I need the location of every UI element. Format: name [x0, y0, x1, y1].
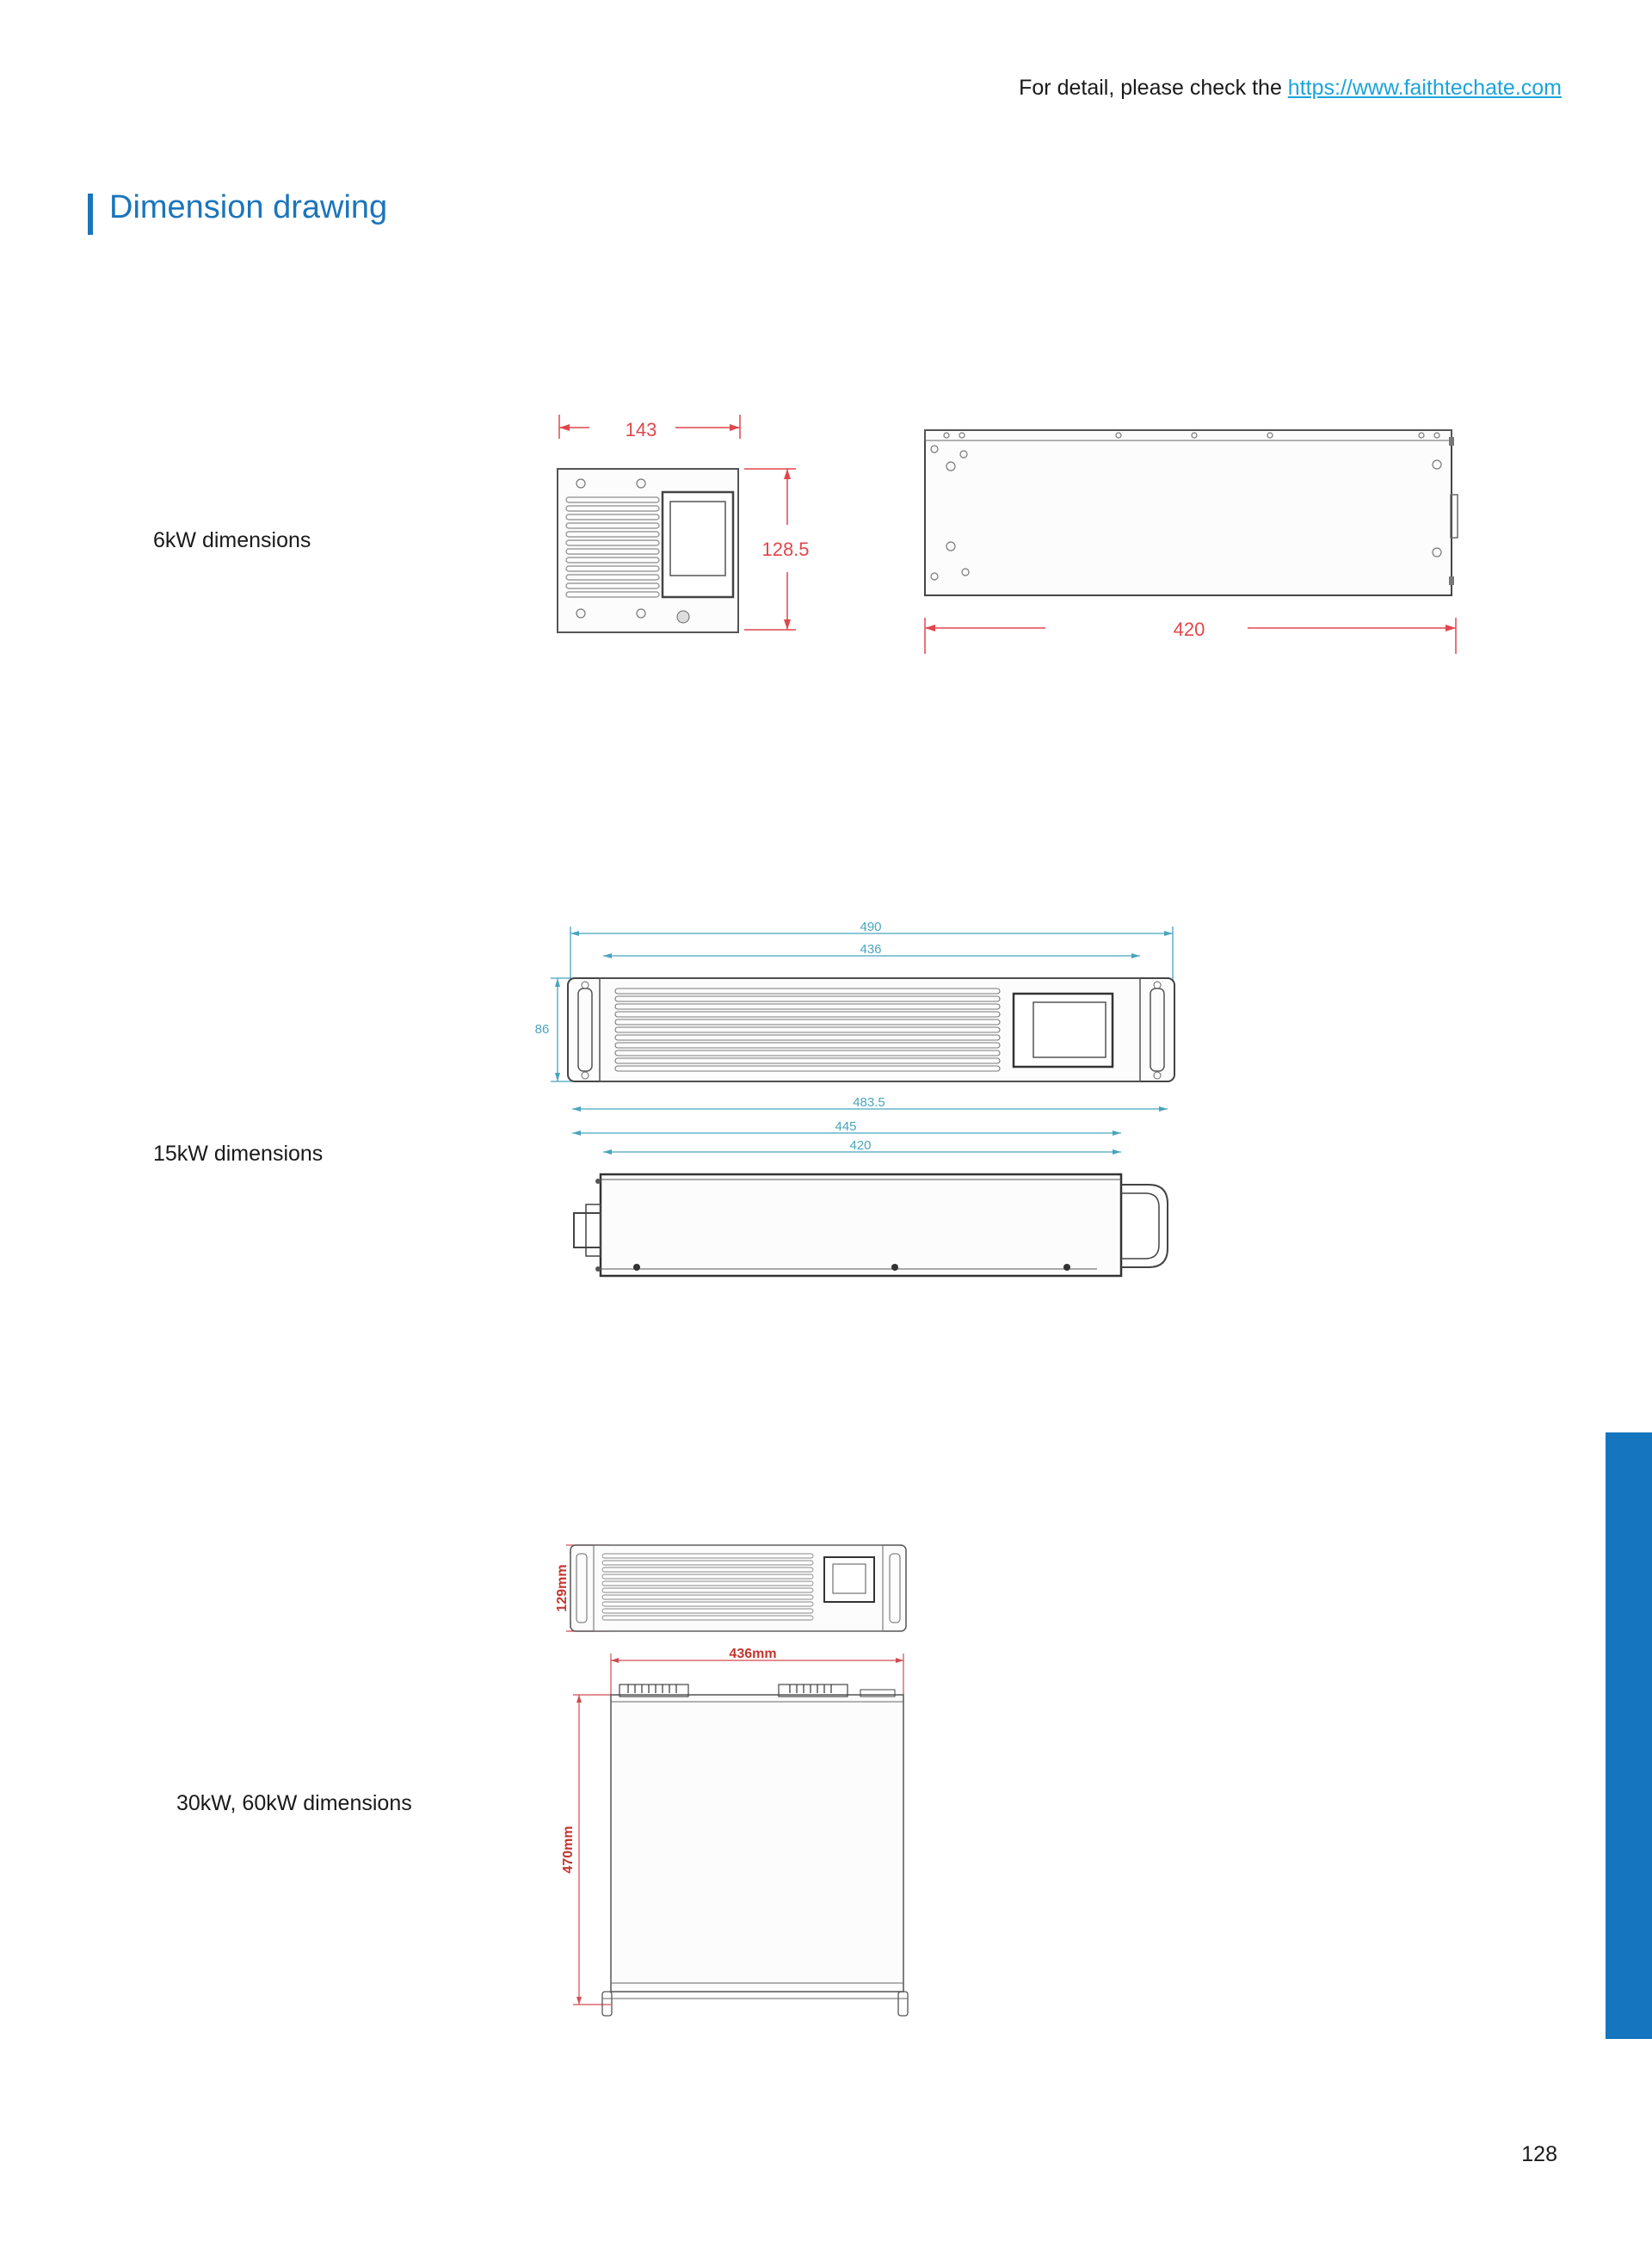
dim-15kw-420: 420: [849, 1138, 872, 1153]
section-title: Dimension drawing: [109, 189, 388, 225]
section-accent-bar: [88, 194, 93, 235]
website-link[interactable]: https://www.faithtechate.com: [1287, 76, 1562, 100]
drawing-label-30-60kw: 30kW, 60kW dimensions: [176, 1791, 412, 1815]
front-view-15kw: [568, 978, 1174, 1081]
drawing-label-6kw: 6kW dimensions: [153, 528, 311, 552]
front-view-6kw: [558, 469, 738, 632]
header-note-text: For detail, please check the: [1019, 76, 1288, 100]
dim-30-60kw-width: 436mm: [729, 1647, 777, 1661]
dim-15kw-86: 86: [534, 1022, 550, 1037]
dimension-drawing-6kw: [551, 404, 1463, 662]
header-note: [1019, 76, 1562, 101]
dim-15kw-490: 490: [860, 920, 882, 934]
dimension-drawing-30-60kw: [551, 1540, 938, 2039]
dimension-drawing-15kw: [529, 916, 1183, 1286]
side-view-6kw: [925, 430, 1458, 595]
dim-6kw-depth: 420: [1173, 619, 1205, 640]
side-tab: [1606, 1432, 1652, 2039]
drawing-label-15kw: 15kW dimensions: [153, 1142, 324, 1166]
dim-15kw-436: 436: [860, 942, 882, 957]
dim-6kw-width: 143: [625, 419, 657, 440]
front-view-30-60kw: [570, 1545, 906, 1631]
top-view-30-60kw: [602, 1685, 908, 2016]
dim-6kw-height: 128.5: [761, 539, 810, 560]
dim-15kw-445: 445: [835, 1119, 857, 1134]
dim-30-60kw-height: 129mm: [555, 1564, 570, 1612]
dim-30-60kw-depth: 470mm: [561, 1826, 576, 1874]
side-view-15kw: [574, 1174, 1168, 1276]
page-number: 128: [1521, 2142, 1557, 2166]
dim-15kw-483-5: 483.5: [853, 1095, 885, 1110]
